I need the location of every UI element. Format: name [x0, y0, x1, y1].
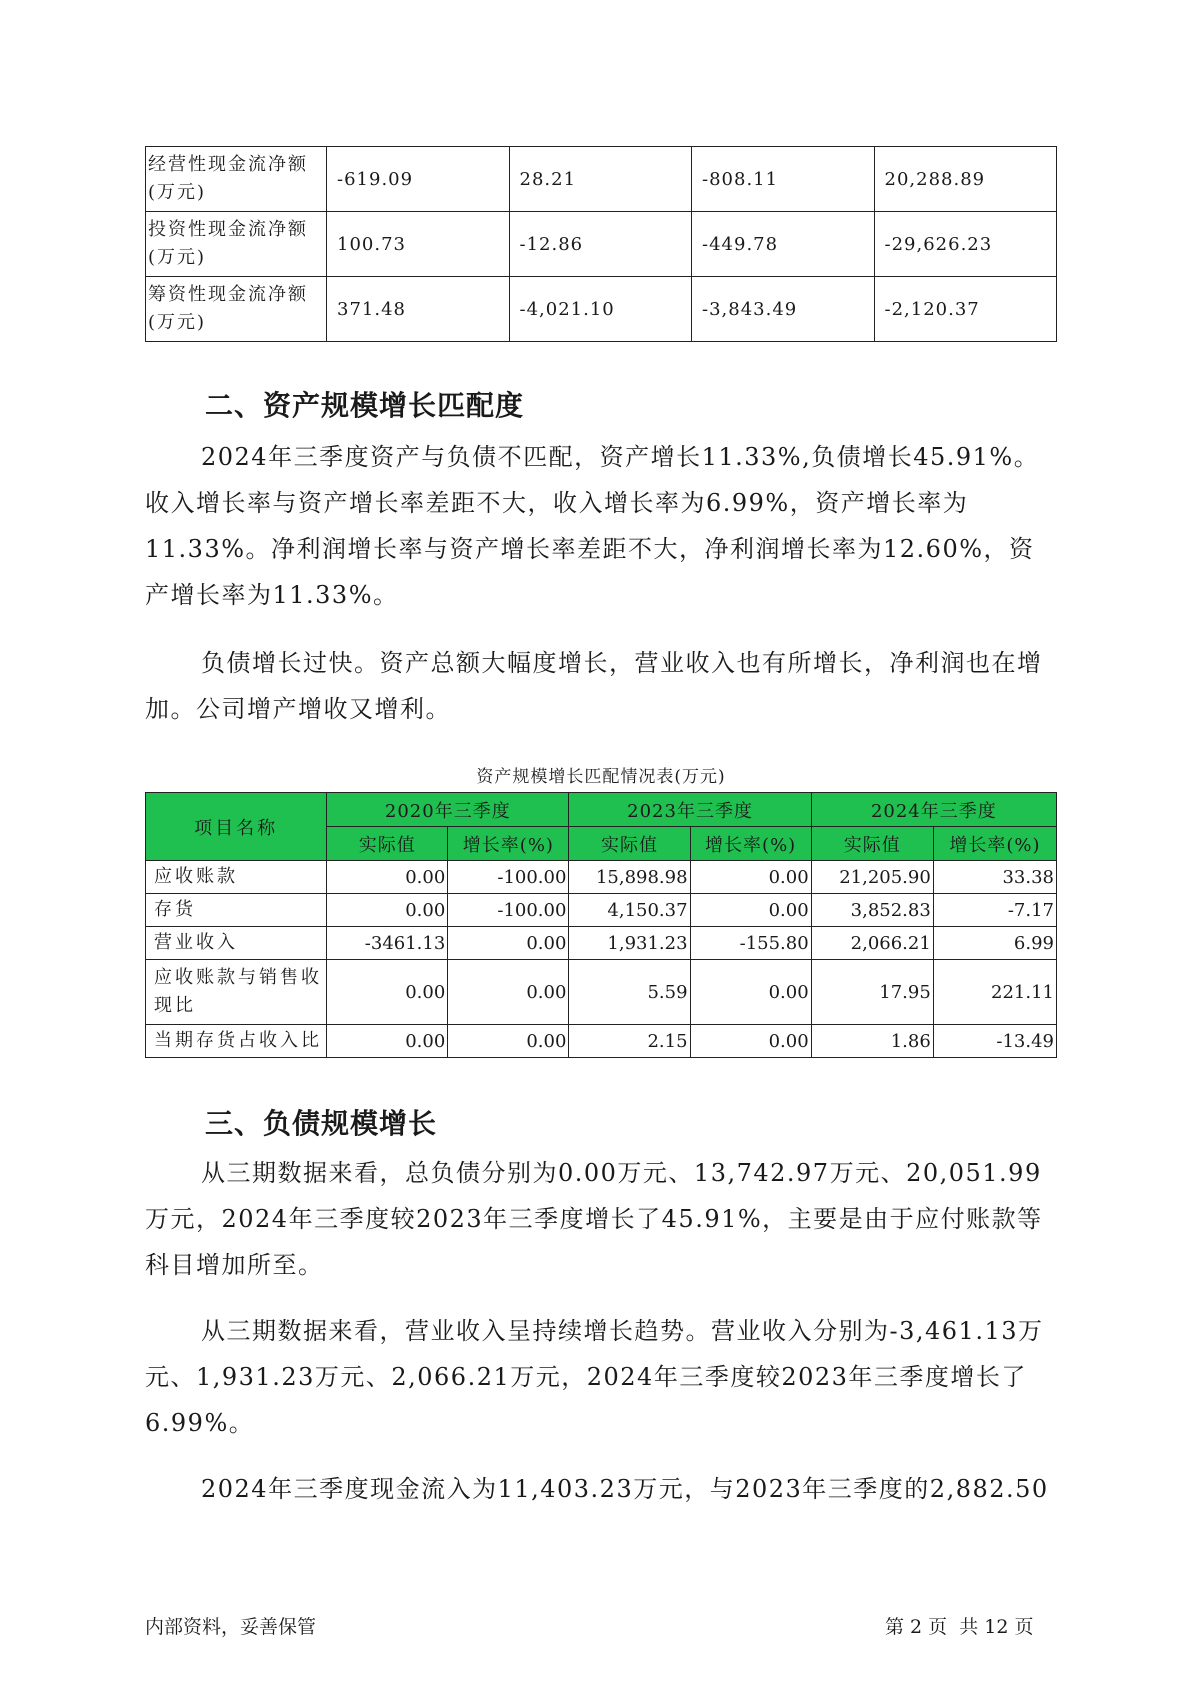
- cell: 0.00: [327, 1025, 448, 1058]
- cell: -449.78: [692, 212, 875, 277]
- cell: 0.00: [690, 1025, 811, 1058]
- cell: 1,931.23: [569, 927, 690, 960]
- cell: 2,066.21: [811, 927, 933, 960]
- cell: -29,626.23: [874, 212, 1057, 277]
- table-row: [146, 960, 1057, 1025]
- row-label: 应收账款: [146, 861, 327, 894]
- paragraph: 从三期数据来看，营业收入呈持续增长趋势。营业收入分别为-3,461.13万元、1,931.23万元、2,066.21万元，2024年三季度较2023年三季度增长了6.99%。: [145, 1317, 1044, 1437]
- table-row: [146, 212, 1057, 277]
- cell: 21,205.90: [811, 861, 933, 894]
- section-heading: 三、负债规模增长: [205, 1107, 438, 1140]
- table-caption: 资产规模增长匹配情况表(万元): [476, 767, 726, 787]
- cell: 17.95: [811, 960, 933, 1025]
- row-label: 经营性现金流净额(万元): [146, 147, 327, 212]
- cell: 0.00: [448, 1025, 569, 1058]
- row-label: 应收账款与销售收现比: [146, 960, 327, 1025]
- cell: 100.73: [327, 212, 510, 277]
- cell: -4,021.10: [509, 277, 692, 342]
- cell: 0.00: [327, 960, 448, 1025]
- cell: -7.17: [933, 894, 1056, 927]
- cell: 28.21: [509, 147, 692, 212]
- cell: 33.38: [933, 861, 1056, 894]
- header-growth: 增长率(%): [448, 827, 569, 861]
- header-period: 2023年三季度: [569, 793, 811, 827]
- table-row: [146, 894, 1057, 927]
- cell: -100.00: [448, 861, 569, 894]
- cell: 5.59: [569, 960, 690, 1025]
- table-row: [146, 147, 1057, 212]
- cell: 0.00: [327, 861, 448, 894]
- cell: 0.00: [690, 960, 811, 1025]
- cell: 0.00: [327, 894, 448, 927]
- header-actual: 实际值: [569, 827, 690, 861]
- header-period: 2024年三季度: [811, 793, 1056, 827]
- cell: -3461.13: [327, 927, 448, 960]
- paragraph: 从三期数据来看，总负债分别为0.00万元、13,742.97万元、20,051.99万元，2024年三季度较2023年三季度增长了45.91%，主要是由于应付账款等科目增加所至。: [145, 1159, 1043, 1279]
- cell: 0.00: [448, 960, 569, 1025]
- cell: 221.11: [933, 960, 1056, 1025]
- table-row: [146, 927, 1057, 960]
- cell: -808.11: [692, 147, 875, 212]
- cell: 0.00: [690, 861, 811, 894]
- row-label: 筹资性现金流净额(万元): [146, 277, 327, 342]
- header-growth: 增长率(%): [690, 827, 811, 861]
- cell: 6.99: [933, 927, 1056, 960]
- cell: 0.00: [690, 894, 811, 927]
- cell: -3,843.49: [692, 277, 875, 342]
- cell: 371.48: [327, 277, 510, 342]
- row-label: 存货: [146, 894, 327, 927]
- cell: -2,120.37: [874, 277, 1057, 342]
- footer-page-number: 第 2 页 共 12 页: [885, 1616, 1034, 1638]
- cell: 1.86: [811, 1025, 933, 1058]
- footer-confidential: 内部资料，妥善保管: [145, 1616, 317, 1638]
- cell: 0.00: [448, 927, 569, 960]
- cell: 4,150.37: [569, 894, 690, 927]
- cell: 20,288.89: [874, 147, 1057, 212]
- asset-matching-table: [145, 792, 1057, 1058]
- cell: 2.15: [569, 1025, 690, 1058]
- paragraph: 2024年三季度资产与负债不匹配，资产增长11.33%,负债增长45.91%。收入增长率与资产增长率差距不大，收入增长率为6.99%，资产增长率为11.33%。净利润增长率与资产增长率差距不大，净利润增长率为12.60%，资产增长率为11.33%。: [145, 443, 1040, 609]
- paragraph: 负债增长过快。资产总额大幅度增长，营业收入也有所增长，净利润也在增加。公司增产增收又增利。: [145, 649, 1043, 723]
- table-row: [146, 861, 1057, 894]
- cell: -155.80: [690, 927, 811, 960]
- paragraph: 2024年三季度现金流入为11,403.23万元，与2023年三季度的2,882.50: [201, 1475, 1049, 1503]
- row-label: 当期存货占收入比: [146, 1025, 327, 1058]
- cell: -619.09: [327, 147, 510, 212]
- row-label: 投资性现金流净额(万元): [146, 212, 327, 277]
- header-actual: 实际值: [327, 827, 448, 861]
- table-row: [146, 1025, 1057, 1058]
- header-growth: 增长率(%): [933, 827, 1056, 861]
- cell: -12.86: [509, 212, 692, 277]
- cashflow-table: [145, 146, 1057, 342]
- section-heading: 二、资产规模增长匹配度: [205, 389, 525, 422]
- header-actual: 实际值: [811, 827, 933, 861]
- cell: 15,898.98: [569, 861, 690, 894]
- row-label: 营业收入: [146, 927, 327, 960]
- cell: -100.00: [448, 894, 569, 927]
- header-period: 2020年三季度: [327, 793, 569, 827]
- cell: -13.49: [933, 1025, 1056, 1058]
- header-item-name: 项目名称: [146, 793, 327, 861]
- cell: 3,852.83: [811, 894, 933, 927]
- table-row: [146, 277, 1057, 342]
